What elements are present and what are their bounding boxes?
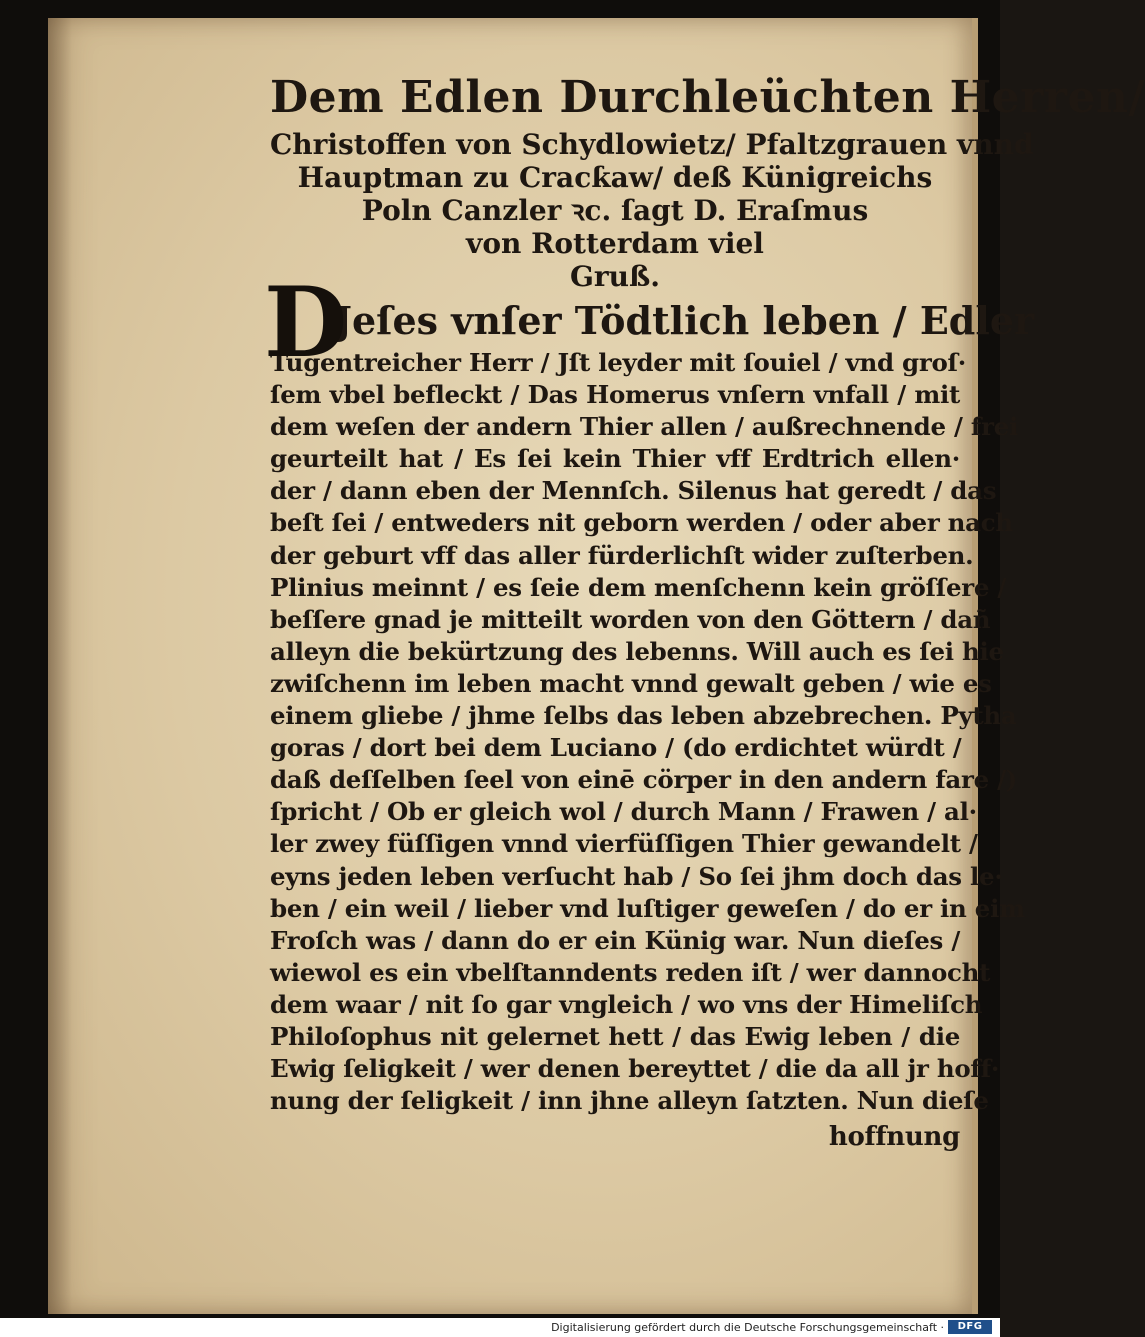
- body-line: nung der ſeligkeit / inn jhne alleyn ſatzten. Nun dieſe: [270, 1086, 989, 1116]
- body-line: Philoſophus nit gelernet hett / das Ewig leben / die: [270, 1021, 960, 1051]
- body-line: goras / dort bei dem Luciano / (do erdichtet würdt /: [270, 733, 962, 763]
- body-line: ben / ein weil / lieber vnd luſtiger geweſen / do er in eim: [270, 893, 1025, 923]
- dedication-heading: [270, 68, 1145, 293]
- body-line: dem weſen der andern Thier allen / außrechnende / frei: [270, 412, 1019, 442]
- body-line: beſſere gnad je mitteilt worden von den Göttern / dañ: [270, 604, 991, 634]
- gutter-shadow: [48, 18, 72, 1314]
- body-line: dem waar / nit ſo gar vngleich / wo vns der Himeliſch: [270, 989, 983, 1019]
- dfg-logo: DFG: [948, 1320, 992, 1334]
- heading-line-2: Christoffen von Schydlowietz/ Pfaltzgrauen vnnd: [270, 128, 1034, 161]
- body-line: Ewig ſeligkeit / wer denen bereyttet / die da all jr hoff·: [270, 1054, 1000, 1084]
- heading-line-5: von Rotterdam viel: [466, 227, 764, 260]
- body-line: daß deſſelben ſeel von einē cörper in den andern fare /): [270, 765, 1018, 795]
- body-line: Plinius meinnt / es ſeie dem menſchenn kein gröſſere /: [270, 572, 1007, 602]
- funding-notice: Digitalisierung gefördert durch die Deutsche Forschungsgemeinschaft ·: [551, 1321, 944, 1334]
- body-line: alleyn die bekürtzung des lebenns. Will auch es ſei hie: [270, 636, 1004, 666]
- catchword: hoffnung: [828, 1122, 960, 1153]
- body-line: der geburt vff das aller fürderlichſt wider zuſterben.: [270, 540, 974, 570]
- footer-bar: [0, 1318, 1000, 1337]
- text-block: [264, 68, 1145, 1153]
- heading-line-4: Poln Canzler ꝛc. ſagt D. Eraſmus: [361, 194, 869, 227]
- body-line: Jeſes vnſer Tödtlich leben / Edler: [334, 298, 1035, 343]
- body-line: ſem vbel befleckt / Das Homerus vnſern vnfall / mit: [270, 380, 960, 410]
- body-line: geurteilt hat / Es ſei kein Thier vff Erdtrich ellen·: [270, 444, 960, 474]
- body-line: ſpricht / Ob er gleich wol / durch Mann / Frawen / al·: [270, 797, 977, 827]
- body-line: einem gliebe / jhme ſelbs das leben abzebrechen. Pytha: [270, 701, 1017, 731]
- drop-capital: D: [264, 266, 347, 379]
- book-page: [48, 18, 1145, 1314]
- body-line: ler zwey füſſigen vnnd vierfüſſigen Thier gewandelt /: [270, 829, 978, 859]
- body-line: eyns jeden leben verſucht hab / So ſei jhm doch das le·: [270, 861, 1003, 891]
- heading-line-6: Gruß.: [569, 260, 661, 293]
- body-line: wiewol es ein vbelſtanndents reden iſt / wer dannocht: [270, 957, 991, 987]
- body-line: zwiſchenn im leben macht vnnd gewalt geben / wie es: [270, 668, 992, 698]
- body-line: Froſch was / dann do er ein Künig war. Nun dieſes /: [270, 925, 960, 955]
- heading-line-3: Hauptman zu Cracƙaw/ deß Künigreichs: [297, 161, 933, 194]
- body-line: der / dann eben der Mennſch. Silenus hat geredt / das: [270, 476, 997, 506]
- heading-line-1: Dem Edlen Durchleüchten Herren/: [270, 72, 1145, 123]
- body-line: beſt ſei / entweders nit geborn werden / oder aber nach: [270, 508, 1013, 538]
- body-line: Tugentreicher Herr / Jſt leyder mit ſouiel / vnd groſ·: [270, 348, 966, 377]
